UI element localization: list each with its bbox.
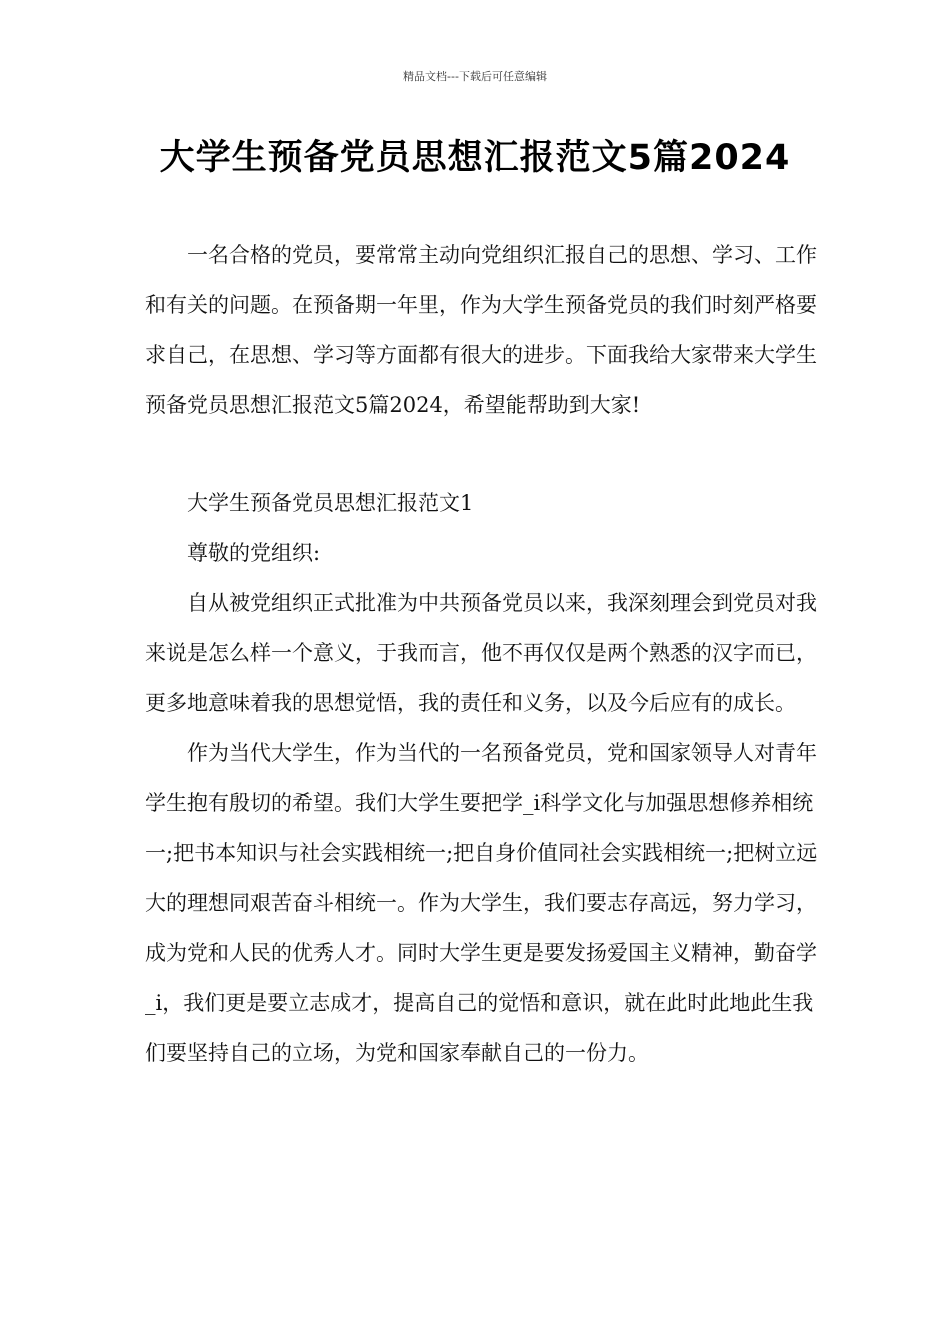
body-paragraph: 作为当代大学生，作为当代的一名预备党员，党和国家领导人对青年学生抱有殷切的希望。我们大学生要把学_i科学文化与加强思想修养相统一;把书本知识与社会实践相统一;把自身价值同社会实践相统一;把树立远大的理想同艰苦奋斗相统一。作为大学生，我们要志存高远，努力学习，成为党和人民的优秀人才。同时大学生更是要发扬爱国主义精神，勤奋学_i，我们更是要立志成才，提高自己的觉悟和意识，就在此时此地此生我们要坚持自己的立场，为党和国家奉献自己的一份力。 — [145, 741, 818, 1065]
intro-paragraph: 一名合格的党员，要常常主动向党组织汇报自己的思想、学习、工作和有关的问题。在预备期一年里，作为大学生预备党员的我们时刻严格要求自己，在思想、学习等方面都有很大的进步。下面我给大家带来大学生预备党员思想汇报范文5篇2024，希望能帮助到大家! — [145, 243, 817, 417]
salutation: 尊敬的党组织: — [187, 541, 321, 565]
body-paragraph: 自从被党组织正式批准为中共预备党员以来，我深刻理会到党员对我来说是怎么样一个意义，于我而言，他不再仅仅是两个熟悉的汉字而已，更多地意味着我的思想觉悟，我的责任和义务，以及今后应有的成长。 — [145, 591, 817, 715]
header-note: 精品文档---下载后可任意编辑 — [403, 70, 547, 83]
document-body — [145, 230, 825, 1078]
document-title: 大学生预备党员思想汇报范文5篇2024 — [159, 138, 791, 178]
section-heading: 大学生预备党员思想汇报范文1 — [187, 491, 474, 515]
spacer — [145, 430, 825, 478]
